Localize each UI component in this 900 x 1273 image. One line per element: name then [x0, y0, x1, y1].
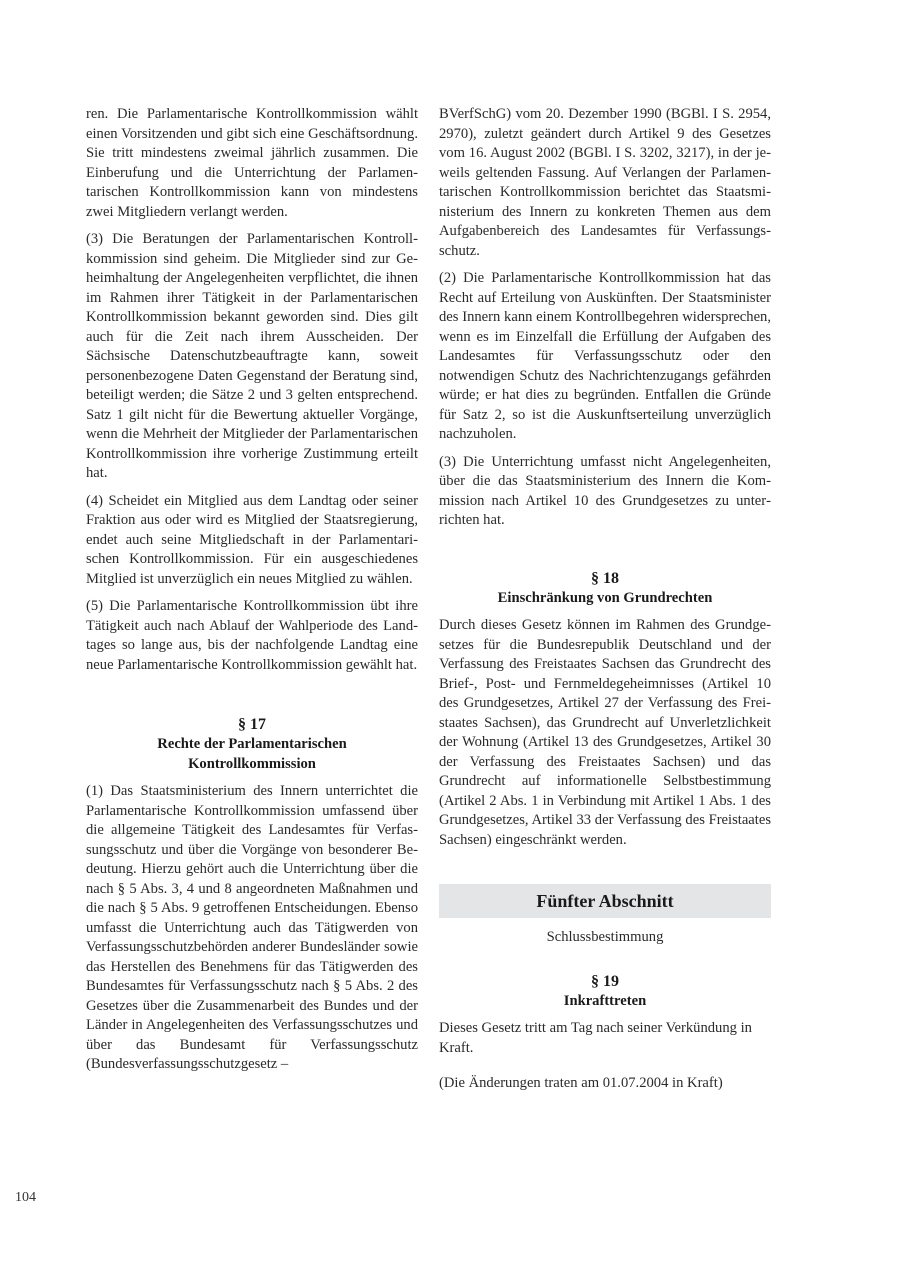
- section-17-paragraph-2: (2) Die Parlamentarische Kontrollkommission hat das Recht auf Erteilung von Auskünften. Der Staatsminister des Innern kann einem Kontrollbegehren widersprechen, wenn es im Einzelfall die Erfüllung der Aufgaben des Landesamtes für Verfassungsschutz oder den notwendigen Schutz des Nachrichtenzugangs gefährden würde; er hat dies zu begründen. Entfallen die Gründe für Satz 2, so ist die Auskunftserteilung unverzüglich nachzuholen.: [439, 270, 771, 442]
- right-column: [439, 105, 771, 1102]
- paragraph-3: (3) Die Beratungen der Parlamentarischen Kontrollkommission sind geheim. Die Mitglieder sind zur Geheimhaltung der Angelegenheiten verpflichtet, die ihnen im Rahmen ihrer Tätigkeit in der Parlamentarischen Kontrollkommission bekannt geworden sind. Dies gilt auch für die Zeit nach ihrem Ausscheiden. Der Sächsische Datenschutzbeauftragte kann, soweit personenbezogene Daten Gegenstand der Beratung sind, beteiligt werden; die Sätze 2 und 3 gelten entsprechend. Satz 1 gilt nicht für die Bewertung aktueller Vorgänge, wenn die Mehrheit der Mitglieder der Parlamentarischen Kontrollkommission ihre vorherige Zustimmung erteilt hat.: [86, 231, 418, 481]
- page-number: 104: [15, 1190, 36, 1205]
- section-18-title: Einschränkung von Grundrechten: [497, 589, 713, 606]
- section-17-paragraph-1: (1) Das Staatsministerium des Innern unterrichtet die Parlamentarische Kontrollkommission umfassend über die allgemeine Tätigkeit des Landesamtes für Verfassungsschutz und über die Vorgänge von besonderer Bedeutung. Hierzu gehört auch die Unterrichtung über die nach § 5 Abs. 3, 4 und 8 angeordneten Maßnahmen und die nach § 5 Abs. 9 getroffenen Entscheidungen. Ebenso umfasst die Unterrichtung auch das Tätigwerden von Verfassungsschutzbehörden anderer Bundesländer sowie das Herstellen des Benehmens für das Tätigwerden des Bundesamtes für Verfassungsschutz nach § 5 Abs. 2 des Gesetzes über die Zusammenarbeit des Bundes und der Länder in Angelegenheiten des Verfassungsschutzes und über das Bundesamt für Verfassungsschutz (Bundesverfassungsschutzgesetz –: [86, 783, 418, 1072]
- section-17-title-line1: Rechte der Parlamentarischen: [157, 736, 347, 752]
- section-17-heading: [86, 715, 418, 774]
- section-18-heading: [439, 569, 771, 609]
- left-column: [86, 105, 418, 1083]
- paragraph-5: (5) Die Parlamentarische Kontrollkommission übt ihre Tätigkeit auch nach Ablauf der Wahlperiode des Landtages so lange aus, bis der nachfolgende Landtag eine neue Parlamentarische Kontrollkommission gewählt hat.: [86, 598, 418, 673]
- paragraph-continuation: ren. Die Parlamentarische Kontrollkommission wählt einen Vorsitzenden und gibt sich eine Geschäftsordnung. Sie tritt mindestens zweimal jährlich zusammen. Die Einberufung und die Unterrichtung der Parlamentarischen Kontrollkommission kann von mindestens zwei Mitgliedern verlangt werden.: [86, 106, 418, 220]
- section-19-heading: [439, 972, 771, 1012]
- section-17-paragraph-3: (3) Die Unterrichtung umfasst nicht Angelegenheiten, über die das Staatsministerium des Innern die Kommission nach Artikel 10 des Grundgesetzes zu unterrichten hat.: [439, 453, 771, 528]
- chapter-subtitle: Schlussbestimmung: [546, 929, 664, 945]
- section-17-title-line2: Kontrollkommission: [188, 755, 316, 772]
- chapter-banner: Fünfter Abschnitt: [439, 884, 771, 918]
- section-17-number: § 17: [238, 716, 266, 733]
- section-18-number: § 18: [591, 569, 619, 587]
- section-18-paragraph: Durch dieses Gesetz können im Rahmen des Grundgesetzes für die Bundesrepublik Deutschland und der Verfassung des Freistaates Sachsen das Grundrecht des Brief-, Post- und Fernmeldegeheimnisses (Artikel 10 des Grundgesetzes, Artikel 27 der Verfassung des Freistaates Sachsen), das Grundrecht auf Unverletzlichkeit der Wohnung (Artikel 13 des Grundgesetzes, Artikel 30 der Verfassung des Freistaates Sachsen) und das Grundrecht auf informationelle Selbstbestimmung (Artikel 2 Abs. 1 in Verbindung mit Artikel 1 Abs. 1 des Grundgesetzes, Artikel 33 der Verfassung des Freistaates Sachsen) eingeschränkt werden.: [439, 617, 771, 848]
- section-19-title: Inkrafttreten: [563, 992, 647, 1009]
- section-19-number: § 19: [591, 972, 619, 990]
- section-19-paragraph: Dieses Gesetz tritt am Tag nach seiner Verkündung in Kraft.: [439, 1020, 752, 1056]
- section-17-paragraph-1-continued: BVerfSchG) vom 20. Dezember 1990 (BGBl. I S. 2954, 2970), zuletzt geändert durch Artikel 9 des Gesetzes vom 16. August 2002 (BGBl. I S. 3202, 3217), in der jeweils geltenden Fassung. Auf Verlangen der Parlamentarischen Kontrollkommission berichtet das Staatsministerium des Innern zu konkreten Themen aus dem Aufgabenbereich des Landesamtes für Verfassungsschutz.: [439, 106, 771, 259]
- paragraph-4: (4) Scheidet ein Mitglied aus dem Landtag oder seiner Fraktion aus oder wird es Mitglied der Staatsregierung, endet auch seine Mitgliedschaft in der Parlamentarischen Kontrollkommission. Für ein ausgeschiedenes Mitglied ist unverzüglich ein neues Mitglied zu wählen.: [86, 492, 418, 587]
- amendment-note: (Die Änderungen traten am 01.07.2004 in Kraft): [439, 1075, 723, 1091]
